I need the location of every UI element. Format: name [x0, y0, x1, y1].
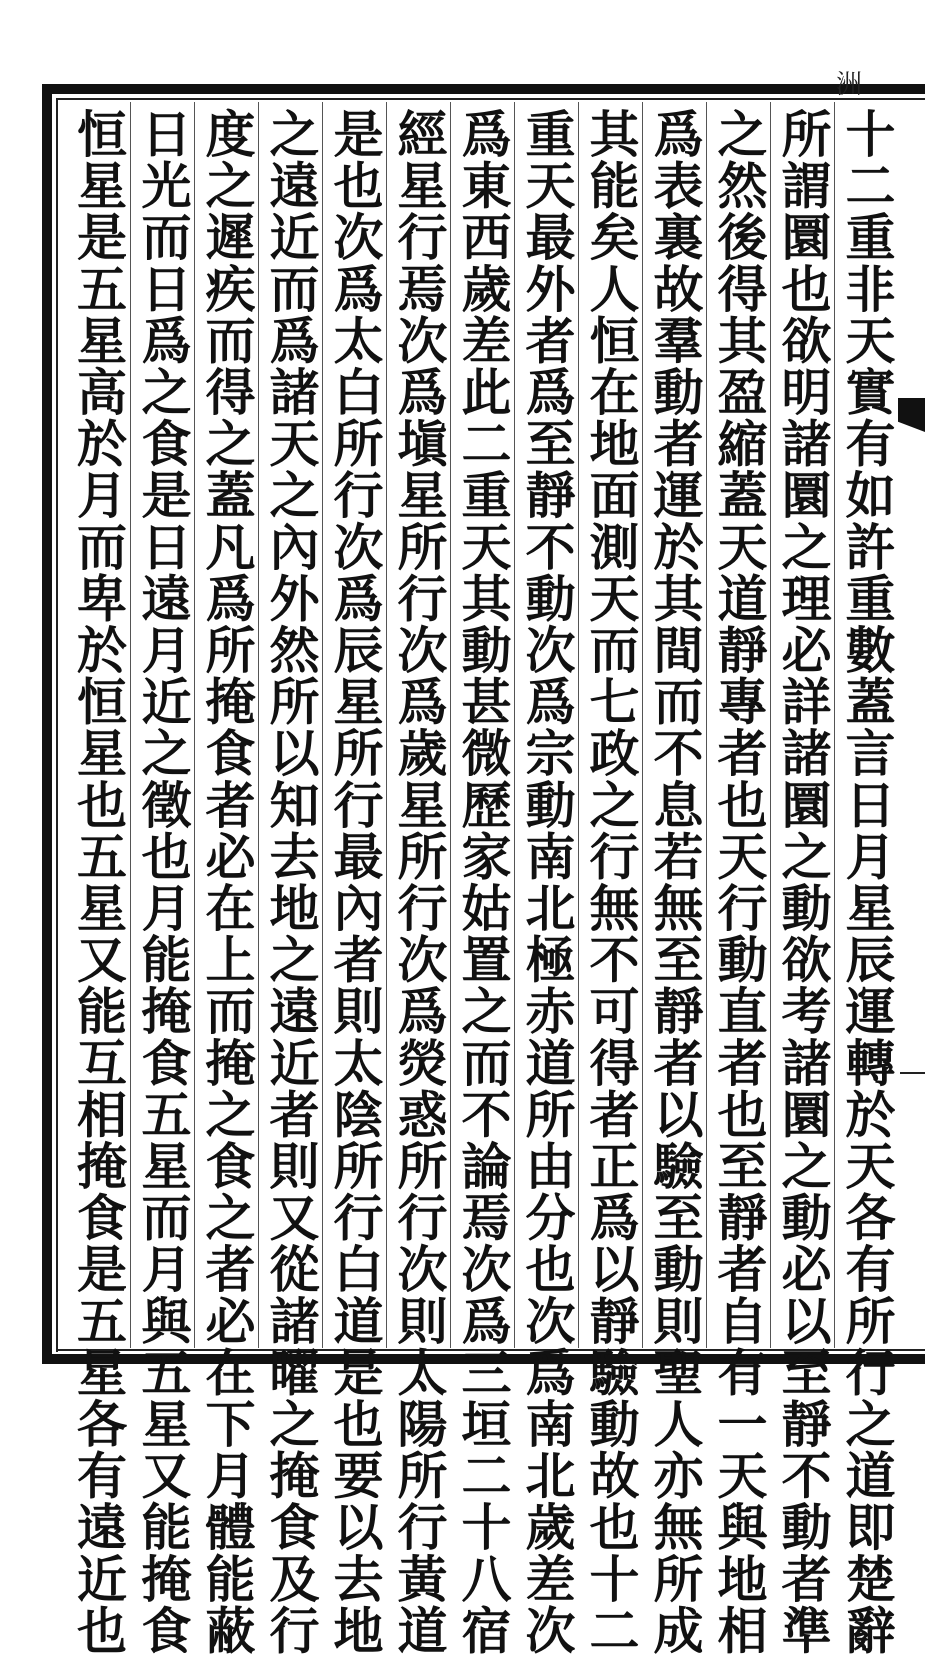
text-column-7 [450, 102, 514, 1656]
column-text: 十二重非天實有如許重數蓋言日月星辰運轉於天各有所行之道即楚辭 [837, 108, 897, 1656]
text-column-4 [642, 102, 706, 1656]
page-frame-top-border [42, 84, 925, 94]
text-column-3 [706, 102, 770, 1656]
text-column-9 [322, 102, 386, 1656]
cropped-heading-fragment: 洲 [836, 70, 875, 100]
column-text: 是也次爲太白所行次爲辰星所行最內者則太陰所行白道是也要以去地 [325, 108, 385, 1656]
column-text: 之遠近而爲諸天之內外然所以知去地之遠近者則又從諸曜之掩食及行 [261, 108, 321, 1656]
text-column-1 [834, 102, 898, 1656]
text-column-8 [386, 102, 450, 1656]
text-column-12 [130, 102, 194, 1656]
column-text: 重天最外者爲至靜不動次爲宗動南北極赤道所由分也次爲南北歲差次 [517, 108, 577, 1656]
column-text: 爲表裏故羣動者運於其間而不息若無至靜者以驗至動則聖人亦無所成 [645, 108, 705, 1656]
page-frame-left-inner-rule [56, 98, 58, 1352]
text-columns [62, 102, 898, 1656]
column-text: 其能矣人恒在地面測天而七政之行無不可得者正爲以靜驗動故也十二 [581, 108, 641, 1656]
text-column-11 [194, 102, 258, 1656]
text-column-6 [514, 102, 578, 1656]
text-column-5 [578, 102, 642, 1656]
fishtail-ornament-icon [898, 398, 925, 432]
column-text: 恒星是五星高於月而卑於恒星也五星又能互相掩食是五星各有遠近也 [69, 108, 128, 1656]
text-column-13 [66, 102, 130, 1656]
margin-tick-mark [900, 1072, 925, 1074]
text-column-2 [770, 102, 834, 1656]
column-text: 經星行焉次爲塡星所行次爲歲星所行次爲熒惑所行次則太陽所行黃道 [389, 108, 449, 1656]
page-frame-top-inner-rule [56, 98, 925, 100]
page-frame-left-border [42, 84, 52, 1364]
column-text: 爲東西歲差此二重天其動甚微歷家姑置之而不論焉次爲三垣二十八宿 [453, 108, 513, 1656]
text-column-10 [258, 102, 322, 1656]
column-text: 日光而日爲之食是日遠月近之徵也月能掩食五星而月與五星又能掩食 [133, 108, 193, 1656]
column-text: 度之遲疾而得之蓋凡爲所掩食者必在上而掩之食之者必在下月體能蔽 [197, 108, 257, 1656]
column-text: 所謂圜也欲明諸圜之理必詳諸圜之動欲考諸圜之動必以至靜不動者準 [773, 108, 833, 1656]
column-text: 之然後得其盈縮蓋天道靜專者也天行動直者也至靜者自有一天與地相 [709, 108, 769, 1656]
